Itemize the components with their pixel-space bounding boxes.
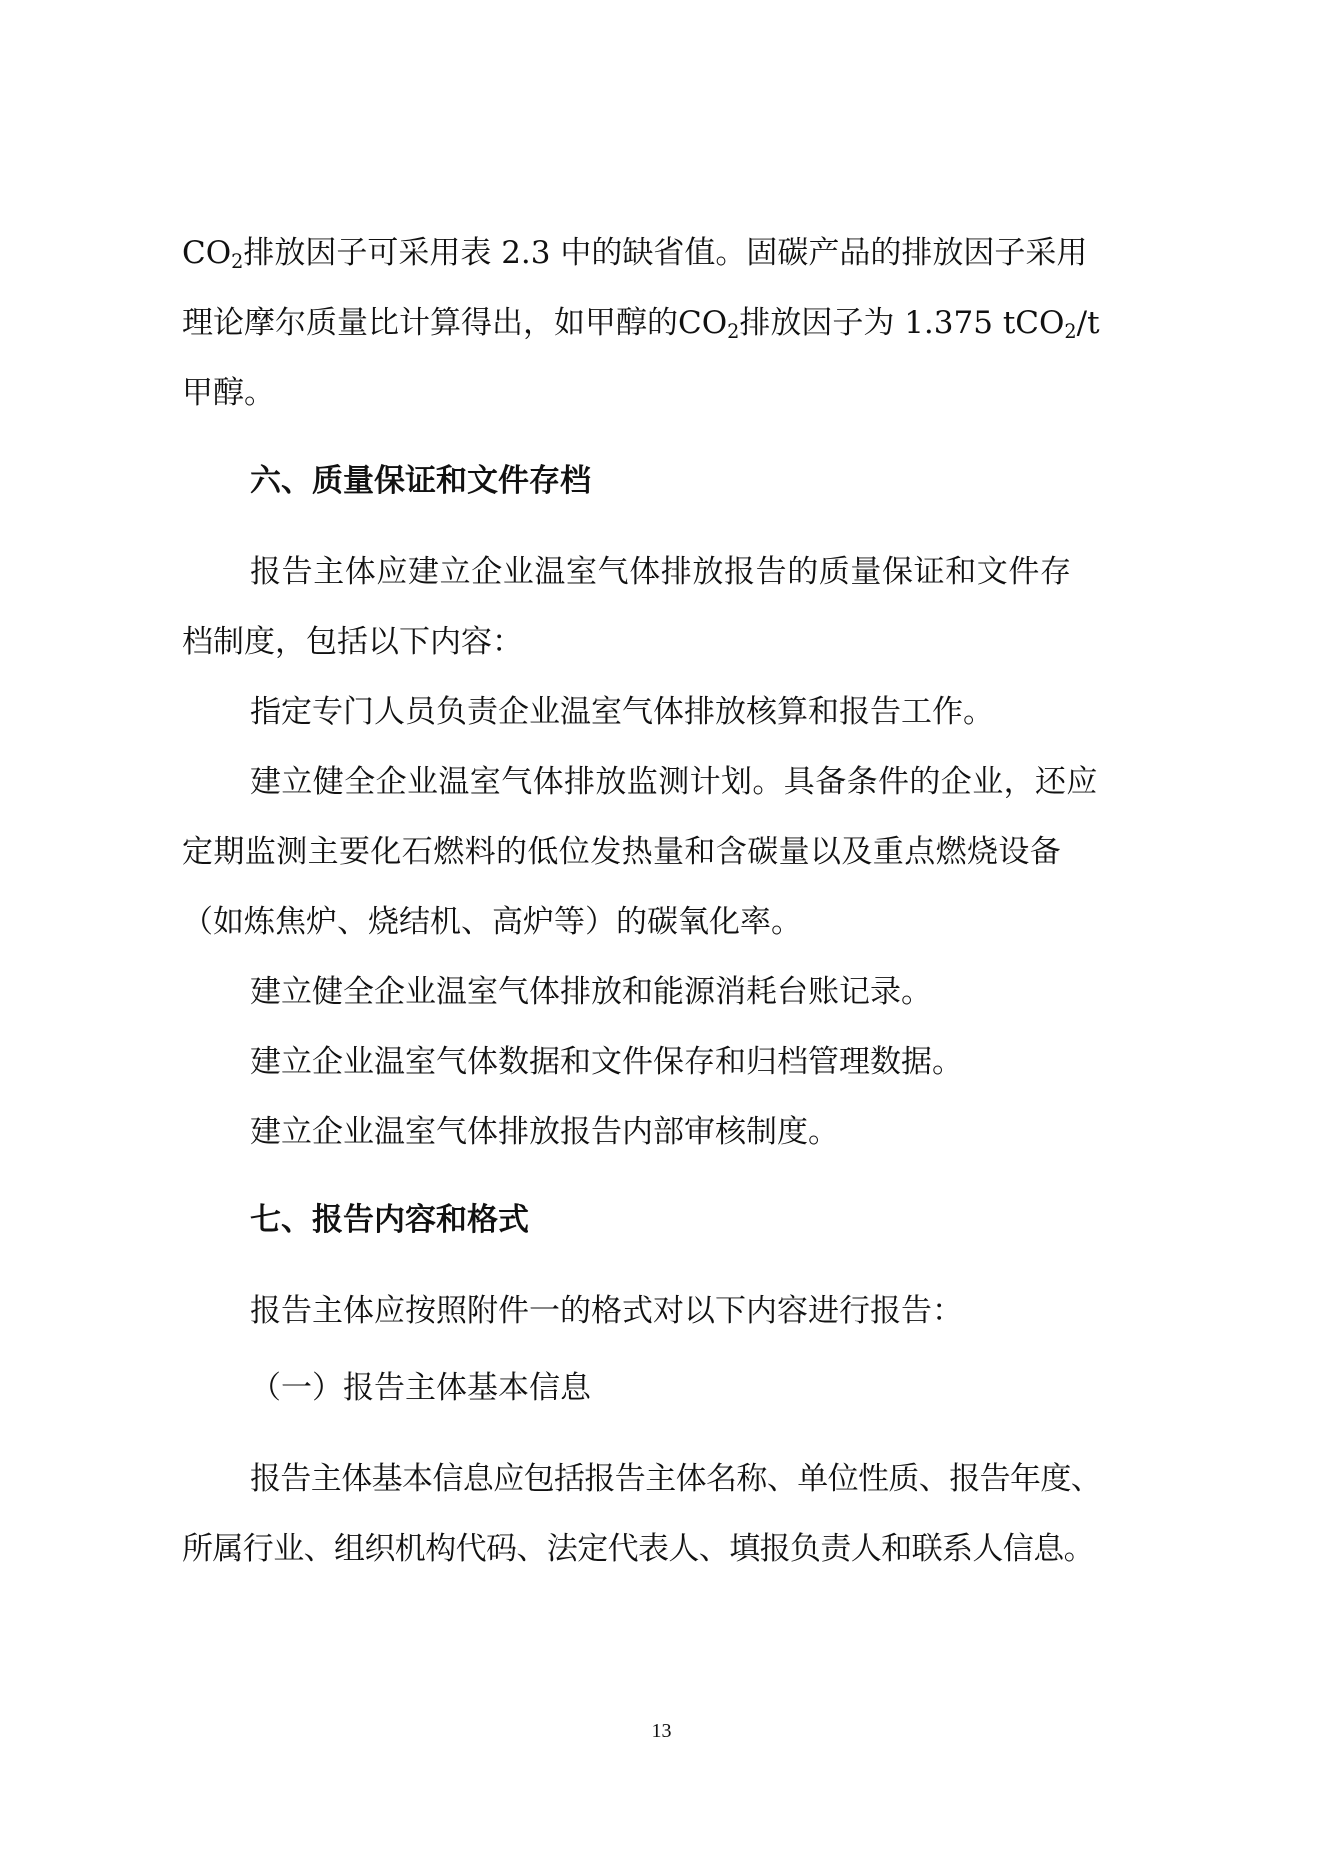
paragraph-line: 甲醇。	[182, 375, 275, 411]
subscript: 2	[1064, 319, 1077, 343]
list-item: 建立健全企业温室气体排放和能源消耗台账记录。	[250, 974, 932, 1010]
list-item-continued: 定期监测主要化石燃料的低位发热量和含碳量以及重点燃烧设备	[182, 834, 1062, 870]
subscript: 2	[727, 319, 740, 343]
paragraph-line: 报告主体应建立企业温室气体排放报告的质量保证和文件存	[250, 554, 1072, 590]
paragraph-line: 档制度，包括以下内容：	[182, 624, 523, 660]
section-heading: 六、质量保证和文件存档	[250, 463, 591, 499]
list-item: 指定专门人员负责企业温室气体排放核算和报告工作。	[250, 694, 994, 730]
list-item: 建立企业温室气体数据和文件保存和归档管理数据。	[250, 1044, 963, 1080]
paragraph-line	[182, 233, 1142, 273]
list-item: 建立企业温室气体排放报告内部审核制度。	[250, 1114, 839, 1150]
text-run: /t	[1076, 305, 1100, 341]
subsection-heading: （一）报告主体基本信息	[250, 1370, 591, 1406]
text-run: 排放因子为 1.375 tCO	[739, 305, 1065, 341]
list-item-continued: （如炼焦炉、烧结机、高炉等）的碳氧化率。	[182, 904, 802, 940]
paragraph-line: 报告主体基本信息应包括报告主体名称、单位性质、报告年度、	[250, 1461, 1102, 1497]
paragraph-line	[182, 303, 1142, 343]
text-run: 理论摩尔质量比计算得出，如甲醇的	[182, 305, 678, 341]
paragraph-line: 报告主体应按照附件一的格式对以下内容进行报告：	[250, 1293, 963, 1329]
text-run: CO	[678, 305, 728, 341]
page-number: 13	[651, 1720, 672, 1742]
paragraph-line: 所属行业、组织机构代码、法定代表人、填报负责人和联系人信息。	[182, 1531, 1094, 1567]
text-run: $CO_2$排放因子可采用表 2.3 中的缺省值。固碳产品的排放因子采用	[182, 235, 1088, 273]
section-heading: 七、报告内容和格式	[250, 1202, 529, 1238]
list-item: 建立健全企业温室气体排放监测计划。具备条件的企业，还应	[250, 764, 1098, 800]
